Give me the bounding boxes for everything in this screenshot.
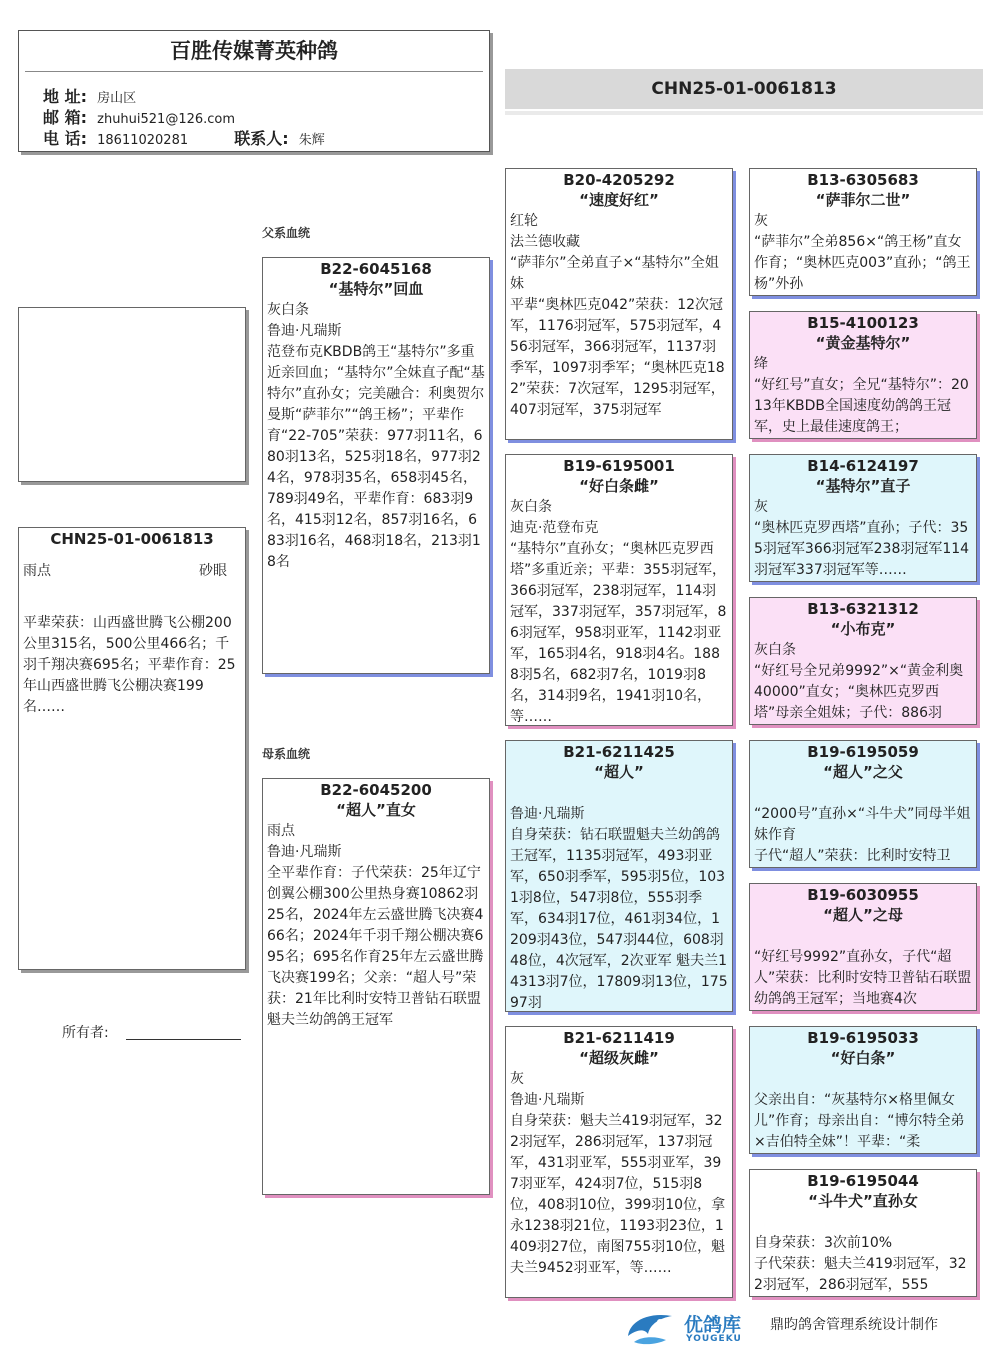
dds-notes: 父亲出自：“灰基特尔×格里佩女儿”作育；母亲出自：“博尔特全弟×吉伯特全妹”！平辈：“柔 [754,1092,965,1150]
sire-dam-notes: “基特尔”直孙女；“奥林匹克罗西塔”多重近亲；平辈：355羽冠军，366羽冠军，238羽冠军，114羽冠军，337羽冠军，357羽冠军，86羽冠军，958羽亚军，1142羽亚军，165羽4名，918羽4名。1888羽5名，682羽7名，1019羽8名，314羽9名，1941羽10名，等…… [510,541,727,725]
sire-color: 灰白条 [267,302,309,318]
sire-ring: B22-6045168 [320,260,432,278]
dam-breeder: 鲁迪·凡瑞斯 [267,844,342,860]
dam-dam-card [505,1026,733,1298]
owner-signature-line [126,1039,241,1040]
sds-card [749,454,977,582]
sire-notes: 范登布克KBDB鸽王“基特尔”多重近亲回血；“基特尔”全妹直子配“基特尔”直孙女；完美融合：利奥贺尔曼斯“萨菲尔”“鸽王杨”；平辈作育“22-705”荣获：977羽11名，680羽13名，525羽18名，977羽24名，978羽35名，658羽45名，789羽49名，平辈作育：683羽9名，415羽12名，857羽16名，683羽16名，468羽18名，213羽18名 [267,344,485,570]
sire-sire-card [505,168,733,440]
subject-ring: CHN25-01-0061813 [50,530,214,548]
sire-dam-ring: B19-6195001 [563,457,675,475]
dam-sire-notes: 自身荣获：钻石联盟魁夫兰幼鸽鸽王冠军，1135羽冠军，493羽亚军，650羽季军，595羽5位，1031羽8位，547羽8位，555羽季军，634羽17位，461羽34位，1209羽43位，547羽44位，608羽48位，4次冠军，2次亚军 魁夫兰14313羽7位，17809羽13位，17597羽 [510,827,728,1011]
sss-name: “萨菲尔二世” [815,191,911,209]
address-value: 房山区 [97,91,137,106]
dds-color [750,1069,976,1090]
main-ring-banner: CHN25-01-0061813 [505,69,983,109]
sire-sire-breeder: 法兰德收藏 [510,234,580,250]
sire-name: “基特尔”回血 [328,280,424,298]
contact-label: 联系人: [234,129,289,148]
sire-dam-card [505,454,733,726]
dam-section-label: 母系血统 [262,747,311,761]
dam-sire-ring: B21-6211425 [563,743,675,761]
phone-value: 18611020281 [97,133,189,148]
dam-card [262,778,490,1195]
subject-eye: 砂眼 [199,563,227,579]
sdd-color: 灰白条 [754,642,796,658]
dam-dam-color: 灰 [510,1071,524,1087]
sds-color: 灰 [754,499,768,515]
ssd-card [749,311,977,439]
dam-dam-breeder: 鲁迪·凡瑞斯 [510,1092,585,1108]
subject-color: 雨点 [23,563,51,579]
sire-sire-name: “速度好红” [579,191,659,209]
sire-section-label: 父系血统 [262,226,311,240]
ssd-color: 绛 [754,356,768,372]
ssd-notes: “好红号”直女；全兄“基特尔”：2013年KBDB全国速度幼鸽鸽王冠军，史上最佳速度鸽王； [754,377,969,435]
footer-credit: 鼎昀鸽舍管理系统设计制作 [770,1317,938,1333]
dss-color [750,783,976,804]
subject-notes: 平辈荣获：山西盛世腾飞公棚200公里315名，500公里466名；千羽千翔决赛695名；平辈作育：25年山西盛世腾飞公棚决赛199名…… [23,615,236,715]
dam-sire-card [505,740,733,1012]
dsd-color [750,926,976,947]
sss-color: 灰 [754,213,768,229]
sire-dam-name: “好白条雌” [579,477,659,495]
ddd-notes: 自身荣获：3次前10% 子代荣获：魁夫兰419羽冠军，322羽冠军，286羽冠军，555 [754,1235,967,1293]
dss-ring: B19-6195059 [807,743,919,761]
owner-label: 所有者: [62,1025,109,1041]
dsd-name: “超人”之母 [823,906,903,924]
sire-dam-color: 灰白条 [510,499,552,515]
sdd-card [749,597,977,725]
dss-name: “超人”之父 [823,763,903,781]
yougeku-logo-icon [620,1306,680,1346]
dss-notes: “2000号”直孙×“斗牛犬”同母半姐妹作育 子代“超人”荣获：比利时安特卫 [754,806,971,864]
sire-sire-ring: B20-4205292 [563,171,675,189]
sss-notes: “萨菲尔”全弟856×“鸽王杨”直女作育；“奥林匹克003”直孙；“鸽王杨”外孙 [754,234,971,292]
sss-ring: B13-6305683 [807,171,919,189]
contact-value: 朱辉 [298,133,325,148]
sire-dam-breeder: 迪克·范登布克 [510,520,599,536]
dam-dam-name: “超级灰雌” [579,1049,659,1067]
dds-ring: B19-6195033 [807,1029,919,1047]
dss-card [749,740,977,868]
dds-name: “好白条” [830,1049,896,1067]
ddd-color [750,1212,976,1233]
phone-label: 电 话: [43,129,87,148]
sds-ring: B14-6124197 [807,457,919,475]
sire-sire-notes: “萨菲尔”全弟直子×“基特尔”全姐妹 平辈“奥林匹克042”荣获：12次冠军，1176羽冠军，575羽冠军，456羽冠军，366羽冠军，1137羽季军，1097羽季军；“奥林匹克182”荣获：7次冠军，1295羽冠军，407羽冠军，375羽冠军 [510,255,725,418]
loft-title: 百胜传媒菁英种鸽 [170,39,338,63]
logo-cn: 优鸽库 [684,1314,742,1336]
ddd-name: “斗牛犬”直孙女 [808,1192,918,1210]
sss-card [749,168,977,296]
logo-en: YOUGEKU [686,1334,742,1344]
sdd-ring: B13-6321312 [807,600,919,618]
dam-sire-breeder: 鲁迪·凡瑞斯 [510,806,585,822]
dam-sire-color [506,783,732,804]
owner-field [62,1022,109,1042]
banner-underline [505,111,983,115]
pigeon-photo-frame [18,307,246,482]
ddd-card [749,1169,977,1297]
sire-sire-color: 红轮 [510,213,538,229]
sdd-name: “小布克” [830,620,896,638]
sds-name: “基特尔”直子 [815,477,911,495]
dam-dam-ring: B21-6211419 [563,1029,675,1047]
dam-sire-name: “超人” [594,763,644,781]
dsd-notes: “好红号9992”直孙女，子代“超人”荣获：比利时安特卫普钻石联盟幼鸽鸽王冠军；当地赛4次 [754,949,972,1007]
sds-notes: “奥林匹克罗西塔”直孙；子代：355羽冠军366羽冠军238羽冠军114羽冠军337羽冠军等…… [754,520,970,578]
dsd-ring: B19-6030955 [807,886,919,904]
sire-card [262,257,490,674]
loft-info-card [18,30,490,152]
ddd-ring: B19-6195044 [807,1172,919,1190]
header-divider [25,71,483,72]
ssd-name: “黄金基特尔” [815,334,911,352]
sire-breeder: 鲁迪·凡瑞斯 [267,323,342,339]
dsd-card [749,883,977,1011]
ssd-ring: B15-4100123 [807,314,919,332]
dam-color: 雨点 [267,823,295,839]
dam-ring: B22-6045200 [320,781,432,799]
email-label: 邮 箱: [43,108,87,127]
address-label: 地 址: [43,87,87,106]
dam-notes: 全平辈作育：子代荣获：25年辽宁创翼公棚300公里热身赛10862羽25名，2024年左云盛世腾飞决赛466名；2024年千羽千翔公棚决赛695名；695名作育25年左云盛世腾飞决赛199名；父亲：“超人号”荣获：21年比利时安特卫普钻石联盟魁夫兰幼鸽鸽王冠军 [267,865,484,1028]
dds-card [749,1026,977,1154]
dam-name: “超人”直女 [336,801,416,819]
sdd-notes: “好红号全兄弟9992”×“黄金利奥40000”直女；“奥林匹克罗西塔”母亲全姐妹；子代：886羽 [754,663,964,721]
email-value: zhuhui521@126.com [97,112,236,127]
dam-dam-notes: 自身荣获：魁夫兰419羽冠军，322羽冠军，286羽冠军，137羽冠军，431羽亚军，555羽亚军，397羽亚军，424羽7位，515羽8位，408羽10位，399羽10位，拿永1238羽21位，1193羽23位，1409羽27位，南图755羽10位，魁夫兰9452羽亚军，等…… [510,1113,726,1276]
subject-pigeon-card [18,527,246,970]
